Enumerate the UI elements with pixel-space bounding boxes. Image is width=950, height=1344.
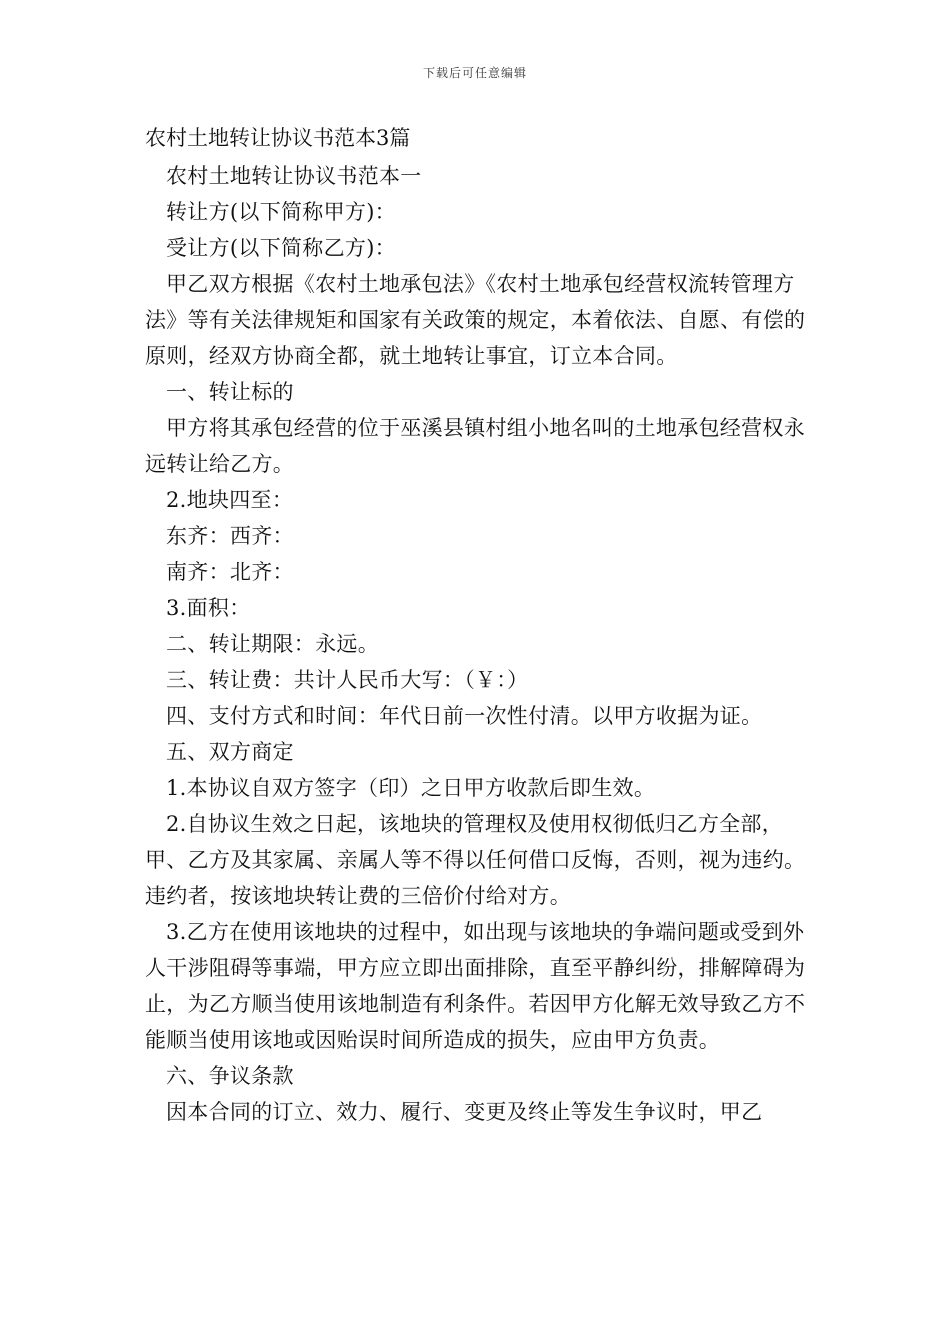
paragraph-transferor: 转让方(以下简称甲方)： — [166, 200, 396, 224]
paragraph-subtitle: 农村土地转让协议书范本一 — [166, 164, 422, 188]
section-heading-6: 六、争议条款 — [166, 1064, 294, 1088]
section-heading-5: 五、双方商定 — [166, 740, 294, 764]
document-title: 农村土地转让协议书范本3篇 — [145, 126, 411, 150]
paragraph-dispute: 因本合同的订立、效力、履行、变更及终止等发生争议时，甲乙 — [166, 1100, 763, 1124]
paragraph-east-west: 东齐：西齐： — [166, 524, 294, 548]
clause-5-3: 3.乙方在使用该地块的过程中，如出现与该地块的争端问题或受到外人干涉阻碍等事端，甲方应立即出面排除，直至平静纠纷，排解障碍为止，为乙方顺当使用该地制造有利条件。若因甲方化解无效导致乙方不能顺当使用该地或因贻误时间所造成的损失，应由甲方负责。 — [145, 920, 806, 1052]
paragraph-area: 3.面积： — [166, 596, 251, 620]
paragraph-transferee: 受让方(以下简称乙方)： — [166, 236, 396, 260]
paragraph-south-north: 南齐：北齐： — [166, 560, 294, 584]
section-heading-2: 二、转让期限：永远。 — [166, 632, 379, 656]
header-note: 下载后可任意编辑 — [422, 66, 527, 80]
paragraph-preamble: 甲乙双方根据《农村土地承包法》《农村土地承包经营权流转管理方法》等有关法律规矩和国家有关政策的规定，本着依法、自愿、有偿的原则，经双方协商全都，就土地转让事宜，订立本合同。 — [145, 272, 806, 368]
paragraph-boundaries: 2.地块四至： — [166, 488, 294, 512]
paragraph-subject: 甲方将其承包经营的位于巫溪县镇村组小地名叫的土地承包经营权永远转让给乙方。 — [145, 416, 805, 476]
clause-5-2: 2.自协议生效之日起，该地块的管理权及使用权彻低归乙方全部，甲、乙方及其家属、亲属人等不得以任何借口反悔，否则，视为违约。违约者，按该地块转让费的三倍价付给对方。 — [145, 812, 806, 908]
section-heading-3: 三、转让费：共计人民币大写：（￥：） — [166, 668, 529, 692]
section-heading-1: 一、转让标的 — [166, 380, 294, 404]
clause-5-1: 1.本协议自双方签字（印）之日甲方收款后即生效。 — [166, 776, 656, 800]
section-heading-4: 四、支付方式和时间：年代日前一次性付清。以甲方收据为证。 — [166, 704, 763, 728]
document-body — [145, 120, 825, 1130]
